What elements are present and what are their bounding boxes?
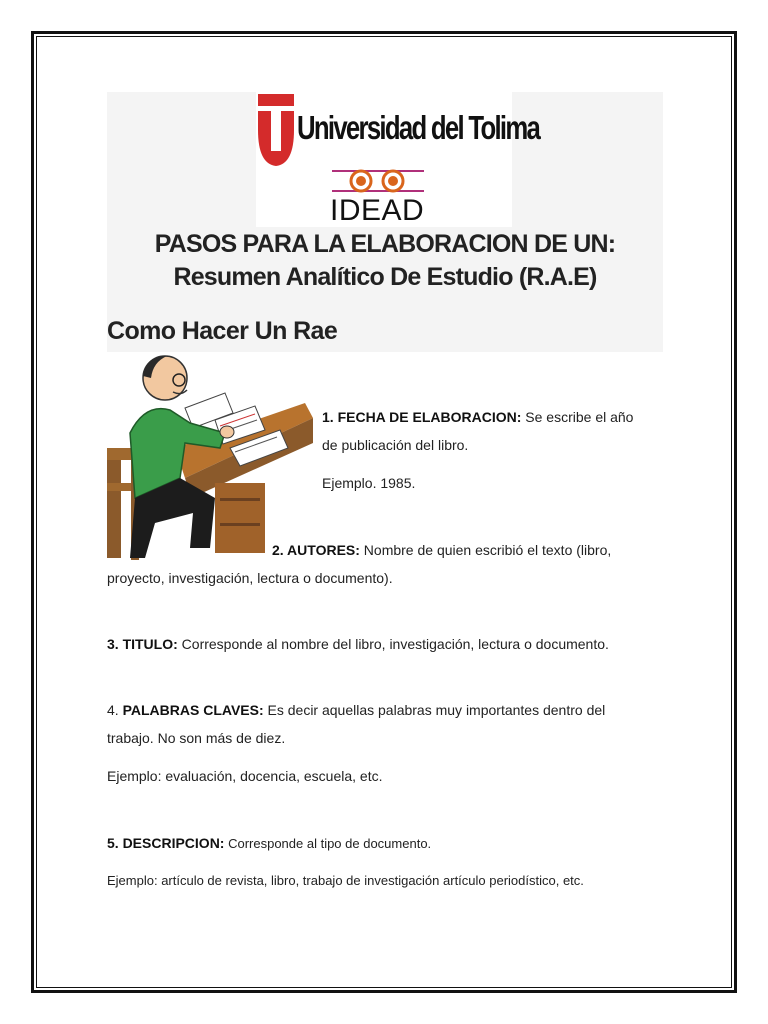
example-fecha: Ejemplo. 1985. [322, 475, 416, 491]
label-palabras: PALABRAS CLAVES: [122, 702, 264, 718]
text-autores: Nombre de quien escribió el texto (libro, [359, 542, 612, 558]
paragraph-palabras [107, 696, 662, 724]
text-fecha: Se escribe el año [521, 409, 634, 425]
text-palabras: Es decir aquellas palabras muy importantes dentro del [263, 702, 606, 718]
university-logo-icon [256, 92, 296, 168]
paragraph-titulo [107, 630, 609, 658]
text-descripcion: Corresponde al tipo de documento. [224, 836, 432, 851]
document-title-line-2: Resumen Analítico De Estudio (R.A.E) [173, 263, 597, 291]
document-title-line-1: PASOS PARA LA ELABORACION DE UN: [154, 230, 616, 258]
university-name: Universidad del Tolima [297, 109, 540, 146]
label-fecha: 1. FECHA DE ELABORACION: [322, 409, 522, 425]
man-writing-at-desk-image [105, 348, 315, 563]
text-fecha-2: de publicación del libro. [322, 437, 469, 453]
text-palabras-2: trabajo. No son más de diez. [107, 730, 286, 746]
paragraph-fecha [322, 403, 662, 459]
example-palabras: Ejemplo: evaluación, docencia, escuela, etc. [107, 768, 383, 784]
paragraph-autores [272, 536, 662, 564]
paragraph-descripcion [107, 829, 431, 858]
label-descripcion: 5. DESCRIPCION: [107, 835, 225, 851]
idead-text: IDEAD [330, 194, 425, 227]
section-heading: Como Hacer Un Rae [107, 317, 338, 345]
text-autores-2: proyecto, investigación, lectura o documento). [107, 570, 393, 586]
label-titulo: 3. TITULO: [107, 636, 178, 652]
text-titulo: Corresponde al nombre del libro, investigación, lectura o documento. [177, 636, 609, 652]
example-descripcion: Ejemplo: artículo de revista, libro, trabajo de investigación artículo periodístico, etc. [107, 873, 584, 888]
number-palabras: 4. [107, 702, 123, 718]
idead-logo-icon [332, 166, 424, 196]
label-autores: 2. AUTORES: [272, 542, 360, 558]
